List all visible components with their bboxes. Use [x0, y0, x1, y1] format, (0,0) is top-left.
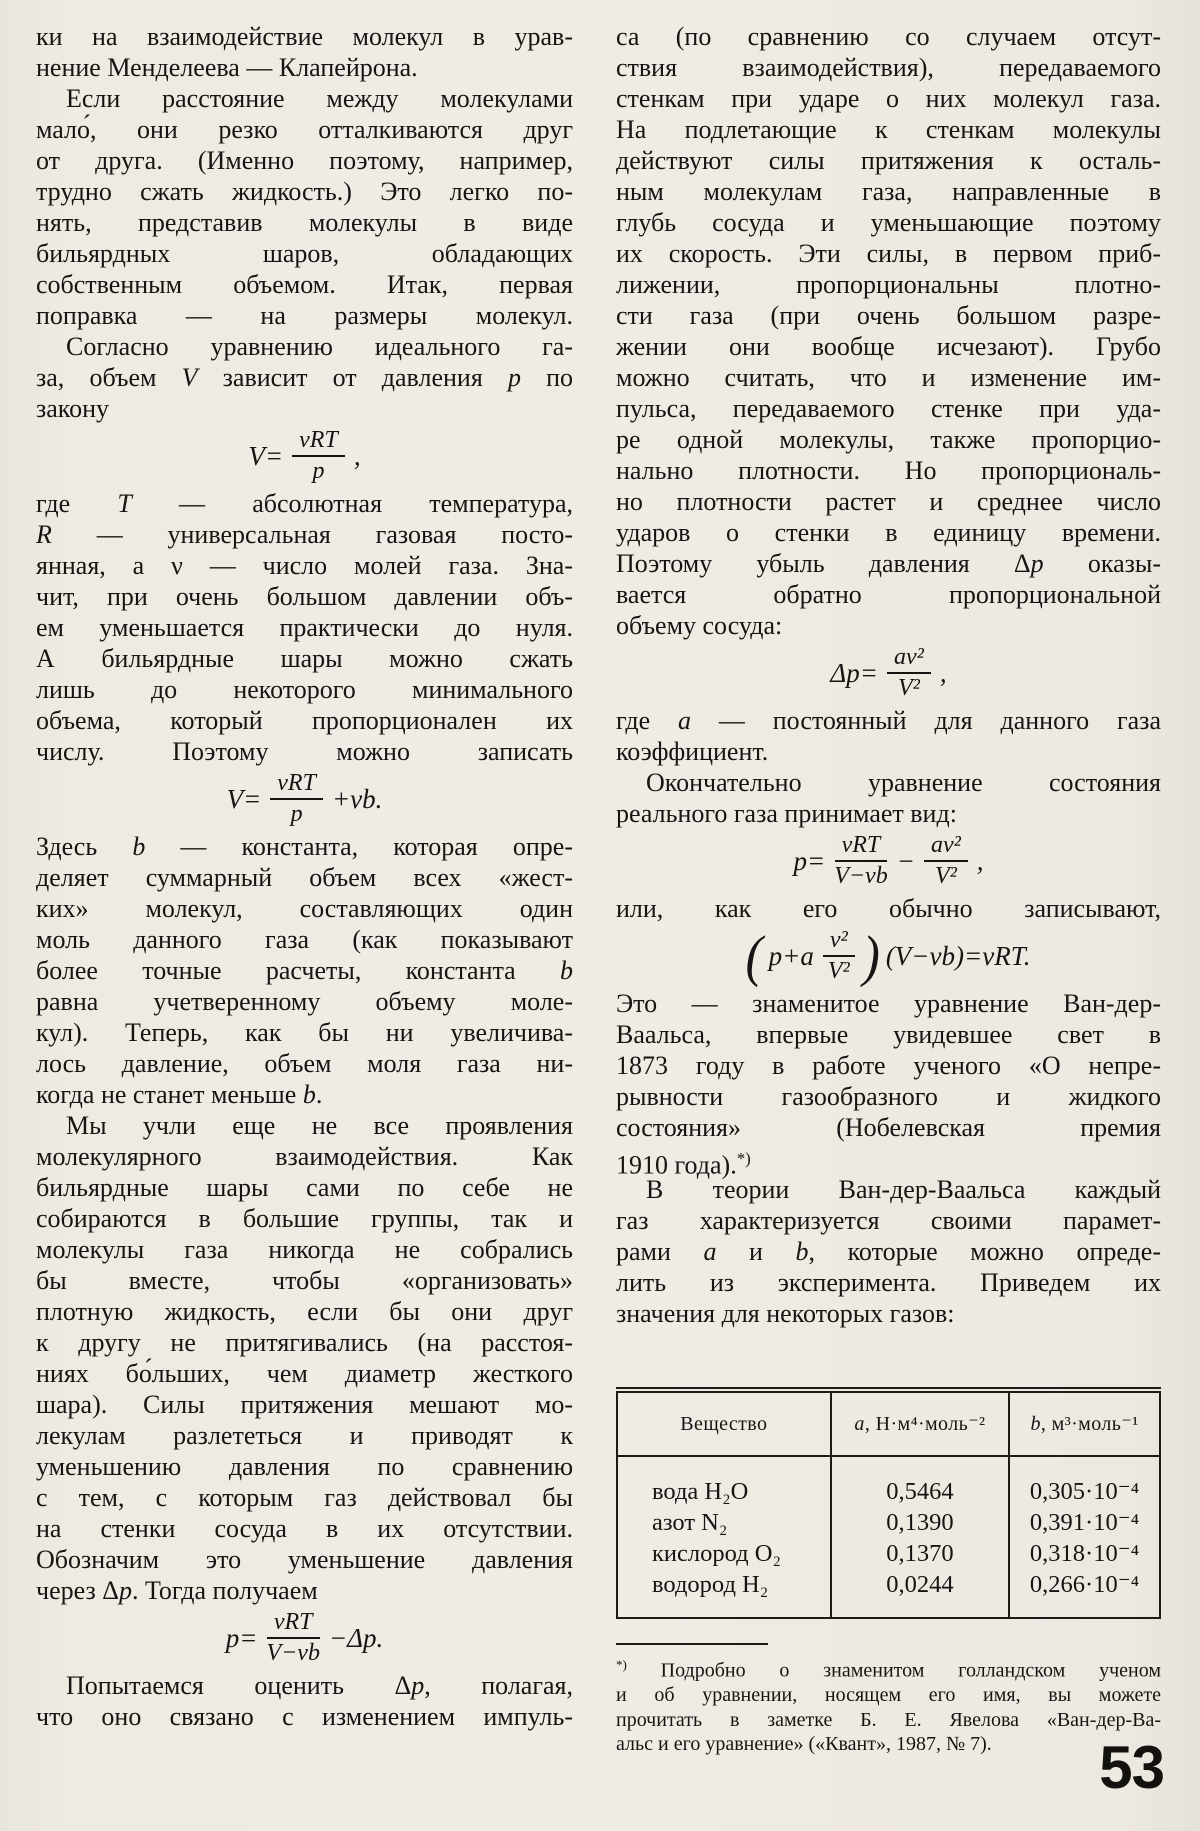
table-row [617, 1456, 1160, 1507]
gas-parameters-table [616, 1387, 1161, 1619]
table-cell-2: 0,318·10⁻⁴ [1009, 1538, 1160, 1569]
footnote-line: альс и его уравнение» («Квант», 1987, № 7). [616, 1733, 992, 1756]
text-line: нение Менделеева — Клапейрона. [36, 53, 418, 82]
formula-tail: +νb. [331, 783, 383, 814]
fraction-denominator: V² [827, 958, 850, 984]
formula-operator: − [896, 845, 915, 876]
table-cell-2: 0,391·10⁻⁴ [1009, 1507, 1160, 1538]
text-line: моль данного газа (как показывают [36, 925, 573, 954]
text-line: от друга. (Именно поэтому, например, [36, 146, 573, 175]
fraction-denominator: p [312, 458, 325, 484]
text-line: бильярдные шары сами по себе не [36, 1173, 573, 1202]
text-line: Обозначим это уменьшение давления [36, 1545, 573, 1574]
text-line: рывности газообразного и жидкого [616, 1082, 1161, 1111]
text-line: собственным объемом. Итак, первая [36, 270, 573, 299]
fraction [266, 1609, 320, 1667]
text-line: Поэтому убыль давления Δp оказы- [616, 549, 1161, 578]
text-line: шара). Силы притяжения мешают мо- [36, 1390, 573, 1419]
table-body [617, 1456, 1160, 1618]
text-line: На подлетающие к стенкам молекулы [616, 115, 1161, 144]
fraction [292, 427, 345, 485]
text-line: 1873 году в работе ученого «О непре- [616, 1051, 1161, 1080]
text-line: на стенки сосуда в их отсутствии. [36, 1514, 573, 1543]
text-line: молекулы газа никогда не собрались [36, 1235, 573, 1264]
text-line: за, объем V зависит от давления p по [36, 363, 573, 392]
text-line: Окончательно уравнение состояния [646, 768, 1161, 797]
text-line: сти газа (при очень большом разре- [616, 301, 1161, 330]
text-line: ударов о стенки в единицу времени. [616, 518, 1161, 547]
text-line: рами a и b, которые можно опреде- [616, 1237, 1161, 1266]
text-line: нять, представив молекулы в виде [36, 208, 573, 237]
text-line: ствия взаимодействия), передаваемого [616, 53, 1161, 82]
text-line: А бильярдные шары можно сжать [36, 644, 573, 673]
right-column [616, 21, 1161, 1757]
text-line: мало́, они резко отталкиваются друг [36, 115, 573, 144]
text-line: Попытаемся оценить Δp, полагая, [66, 1671, 574, 1700]
formula-f3 [36, 1610, 573, 1666]
text-line: равна учетверенному объему моле- [36, 987, 573, 1016]
text-line: значения для некоторых газов: [616, 1299, 955, 1328]
table-cell-1: 0,5464 [831, 1456, 1009, 1507]
table-row [617, 1569, 1160, 1618]
text-line: объема, который пропорционален их [36, 706, 573, 735]
text-line: ких» молекул, составляющих один [36, 894, 573, 923]
text-line: R — универсальная газовая посто- [36, 520, 573, 549]
fraction-denominator: V−νb [266, 1640, 320, 1666]
formula-lhs: V= [248, 440, 284, 471]
text-line: бильярдных шаров, обладающих [36, 239, 573, 268]
table-row [617, 1538, 1160, 1569]
text-line: закону [36, 394, 110, 423]
text-line: стенкам при ударе о них молекул газа. [616, 84, 1161, 113]
table-row [617, 1507, 1160, 1538]
text-line: но плотности растет и среднее число [616, 487, 1161, 516]
column-header-0: Вещество [617, 1390, 831, 1456]
formula-lhs: p= [793, 845, 826, 876]
formula-lhs: p+a [768, 940, 814, 971]
table-cell-0: вода H₂O [652, 1478, 749, 1505]
formula-f2 [36, 771, 573, 827]
text-line: янная, а ν — число молей газа. Зна- [36, 551, 573, 580]
table-header [617, 1390, 1160, 1456]
text-line: к другу не притягивались (на расстоя- [36, 1328, 573, 1357]
fraction-numerator: ν² [823, 927, 855, 957]
left-column [36, 21, 573, 1732]
text-line: кул). Теперь, как бы ни увеличива- [36, 1018, 573, 1047]
text-line: объему сосуда: [616, 611, 783, 640]
text-line: ре одной молекулы, также пропорцио- [616, 425, 1161, 454]
text-line: более точные расчеты, константа b [36, 956, 573, 985]
text-line: са (по сравнению со случаем отсут- [616, 22, 1161, 51]
text-line: где a — постоянный для данного газа [616, 706, 1161, 735]
text-line: поправка — на размеры молекул. [36, 301, 573, 330]
table-cell-2: 0,305·10⁻⁴ [1009, 1456, 1160, 1507]
fraction [270, 770, 323, 828]
formula-tail: , [939, 657, 947, 688]
fraction-denominator: V−νb [834, 863, 888, 889]
text-line: Согласно уравнению идеального га- [66, 332, 573, 361]
text-line: лишь до некоторого минимального [36, 675, 573, 704]
text-line: Мы учли еще не все проявления [66, 1111, 573, 1140]
table-cell-0: кислород O₂ [652, 1540, 781, 1567]
text-line: молекулярного взаимодействия. Как [36, 1142, 573, 1171]
text-line: лить из эксперимента. Приведем их [616, 1268, 1161, 1297]
table-cell-0: водород H₂ [652, 1571, 769, 1598]
text-line: когда не станет меньше b. [36, 1080, 323, 1109]
text-line: лось давление, объем моля газа ни- [36, 1049, 573, 1078]
footnote-line: и об уравнении, носящем его имя, вы можете [616, 1684, 1161, 1707]
formula-f5 [616, 833, 1161, 889]
text-line: Это — знаменитое уравнение Ван-дер- [616, 989, 1161, 1018]
formula-lhs: V= [226, 783, 262, 814]
footnote-line: прочитать в заметке Б. Е. Явелова «Ван-дер-Ва- [616, 1708, 1161, 1731]
fraction-denominator: p [290, 801, 303, 827]
fraction-numerator: νRT [267, 1609, 320, 1639]
text-line: В теории Ван-дер-Ваальса каждый [646, 1175, 1161, 1204]
text-line: действуют силы притяжения к осталь- [616, 146, 1161, 175]
fraction-numerator: νRT [270, 770, 323, 800]
text-line: коэффициент. [616, 737, 769, 766]
fraction-2-numerator: aν² [924, 832, 968, 862]
formula-tail: −Δp. [328, 1622, 384, 1653]
fraction [834, 832, 888, 890]
table-cell-1: 0,1370 [831, 1538, 1009, 1569]
text-line: чит, при очень большом давлении объ- [36, 582, 573, 611]
text-line: что оно связано с изменением импуль- [36, 1702, 573, 1731]
text-line: собираются в большие группы, так и [36, 1204, 573, 1233]
footnote-line: *) Подробно о знаменитом голландском ученом [616, 1657, 1161, 1682]
column-header-2: b, м³·моль⁻¹ [1009, 1390, 1160, 1456]
table-cell-0: азот N₂ [652, 1509, 728, 1536]
fraction-numerator: νRT [292, 427, 345, 457]
formula-tail: , [976, 845, 984, 876]
formula-f4 [616, 645, 1161, 701]
open-paren: ( [745, 924, 763, 988]
text-line: глубь сосуда и уменьшающие поэтому [616, 208, 1161, 237]
text-line: деляет суммарный объем всех «жест- [36, 863, 573, 892]
text-line: уменьшению давления по сравнению [36, 1452, 573, 1481]
fraction [887, 644, 931, 702]
text-line: ным молекулам газа, направленные в [616, 177, 1161, 206]
footnote-divider [616, 1643, 768, 1645]
fraction [823, 927, 855, 985]
fraction-numerator: aν² [887, 644, 931, 674]
text-line: жении они вообще исчезают). Грубо [616, 332, 1161, 361]
text-line: где T — абсолютная температура, [36, 489, 573, 518]
text-line: с тем, с которым газ действовал бы [36, 1483, 573, 1512]
text-line: пульса, передаваемого стенке при уда- [616, 394, 1161, 423]
text-line: Если расстояние между молекулами [66, 84, 573, 113]
text-line: плотную жидкость, если бы они друг [36, 1297, 573, 1326]
formula-tail: (V−νb)=νRT. [885, 940, 1031, 971]
formula-f6 [616, 924, 1161, 988]
fraction-numerator: νRT [835, 832, 888, 862]
fraction-denominator: V² [897, 675, 920, 701]
table-header-row [617, 1390, 1160, 1456]
formula-lhs: p= [225, 1622, 258, 1653]
text-line: нально плотности. Но пропорциональ- [616, 456, 1161, 485]
fraction-2-denominator: V² [934, 863, 957, 889]
table-cell-1: 0,0244 [831, 1569, 1009, 1618]
text-line: реального газа принимает вид: [616, 799, 957, 828]
close-paren: ) [862, 924, 880, 988]
table-cell-1: 0,1390 [831, 1507, 1009, 1538]
fraction-2 [924, 832, 968, 890]
text-line: ки на взаимодействие молекул в урав- [36, 22, 573, 51]
text-line: лижении, пропорциональны плотно- [616, 270, 1161, 299]
page-number: 53 [1099, 1734, 1164, 1801]
text-line: трудно сжать жидкость.) Это легко по- [36, 177, 573, 206]
text-line: можно считать, что и изменение им- [616, 363, 1161, 392]
text-line: ем уменьшается практически до нуля. [36, 613, 573, 642]
formula-tail: , [353, 440, 361, 471]
text-line: через Δp. Тогда получаем [36, 1576, 318, 1605]
text-line: их скорость. Эти силы, в первом приб- [616, 239, 1161, 268]
text-line: или, как его обычно записывают, [616, 894, 1161, 923]
text-line: числу. Поэтому можно записать [36, 737, 573, 766]
text-line: лекулам разлететься и приводят к [36, 1421, 573, 1450]
column-header-1: a, Н·м⁴·моль⁻² [831, 1390, 1009, 1456]
text-line: газ характеризуется своими парамет- [616, 1206, 1161, 1235]
text-line: Ваальса, впервые увидевшее свет в [616, 1020, 1161, 1049]
text-line: Здесь b — константа, которая опре- [36, 832, 573, 861]
text-line: вается обратно пропорциональной [616, 580, 1161, 609]
text-line: 1910 года).*) [616, 1149, 751, 1180]
text-line: бы вместе, чтобы «организовать» [36, 1266, 573, 1295]
formula-f1 [36, 428, 573, 484]
text-line: ниях бо́льших, чем диаметр жесткого [36, 1359, 573, 1388]
text-line: состояния» (Нобелевская премия [616, 1113, 1161, 1142]
table-cell-2: 0,266·10⁻⁴ [1009, 1569, 1160, 1618]
formula-lhs: Δp= [830, 657, 878, 688]
